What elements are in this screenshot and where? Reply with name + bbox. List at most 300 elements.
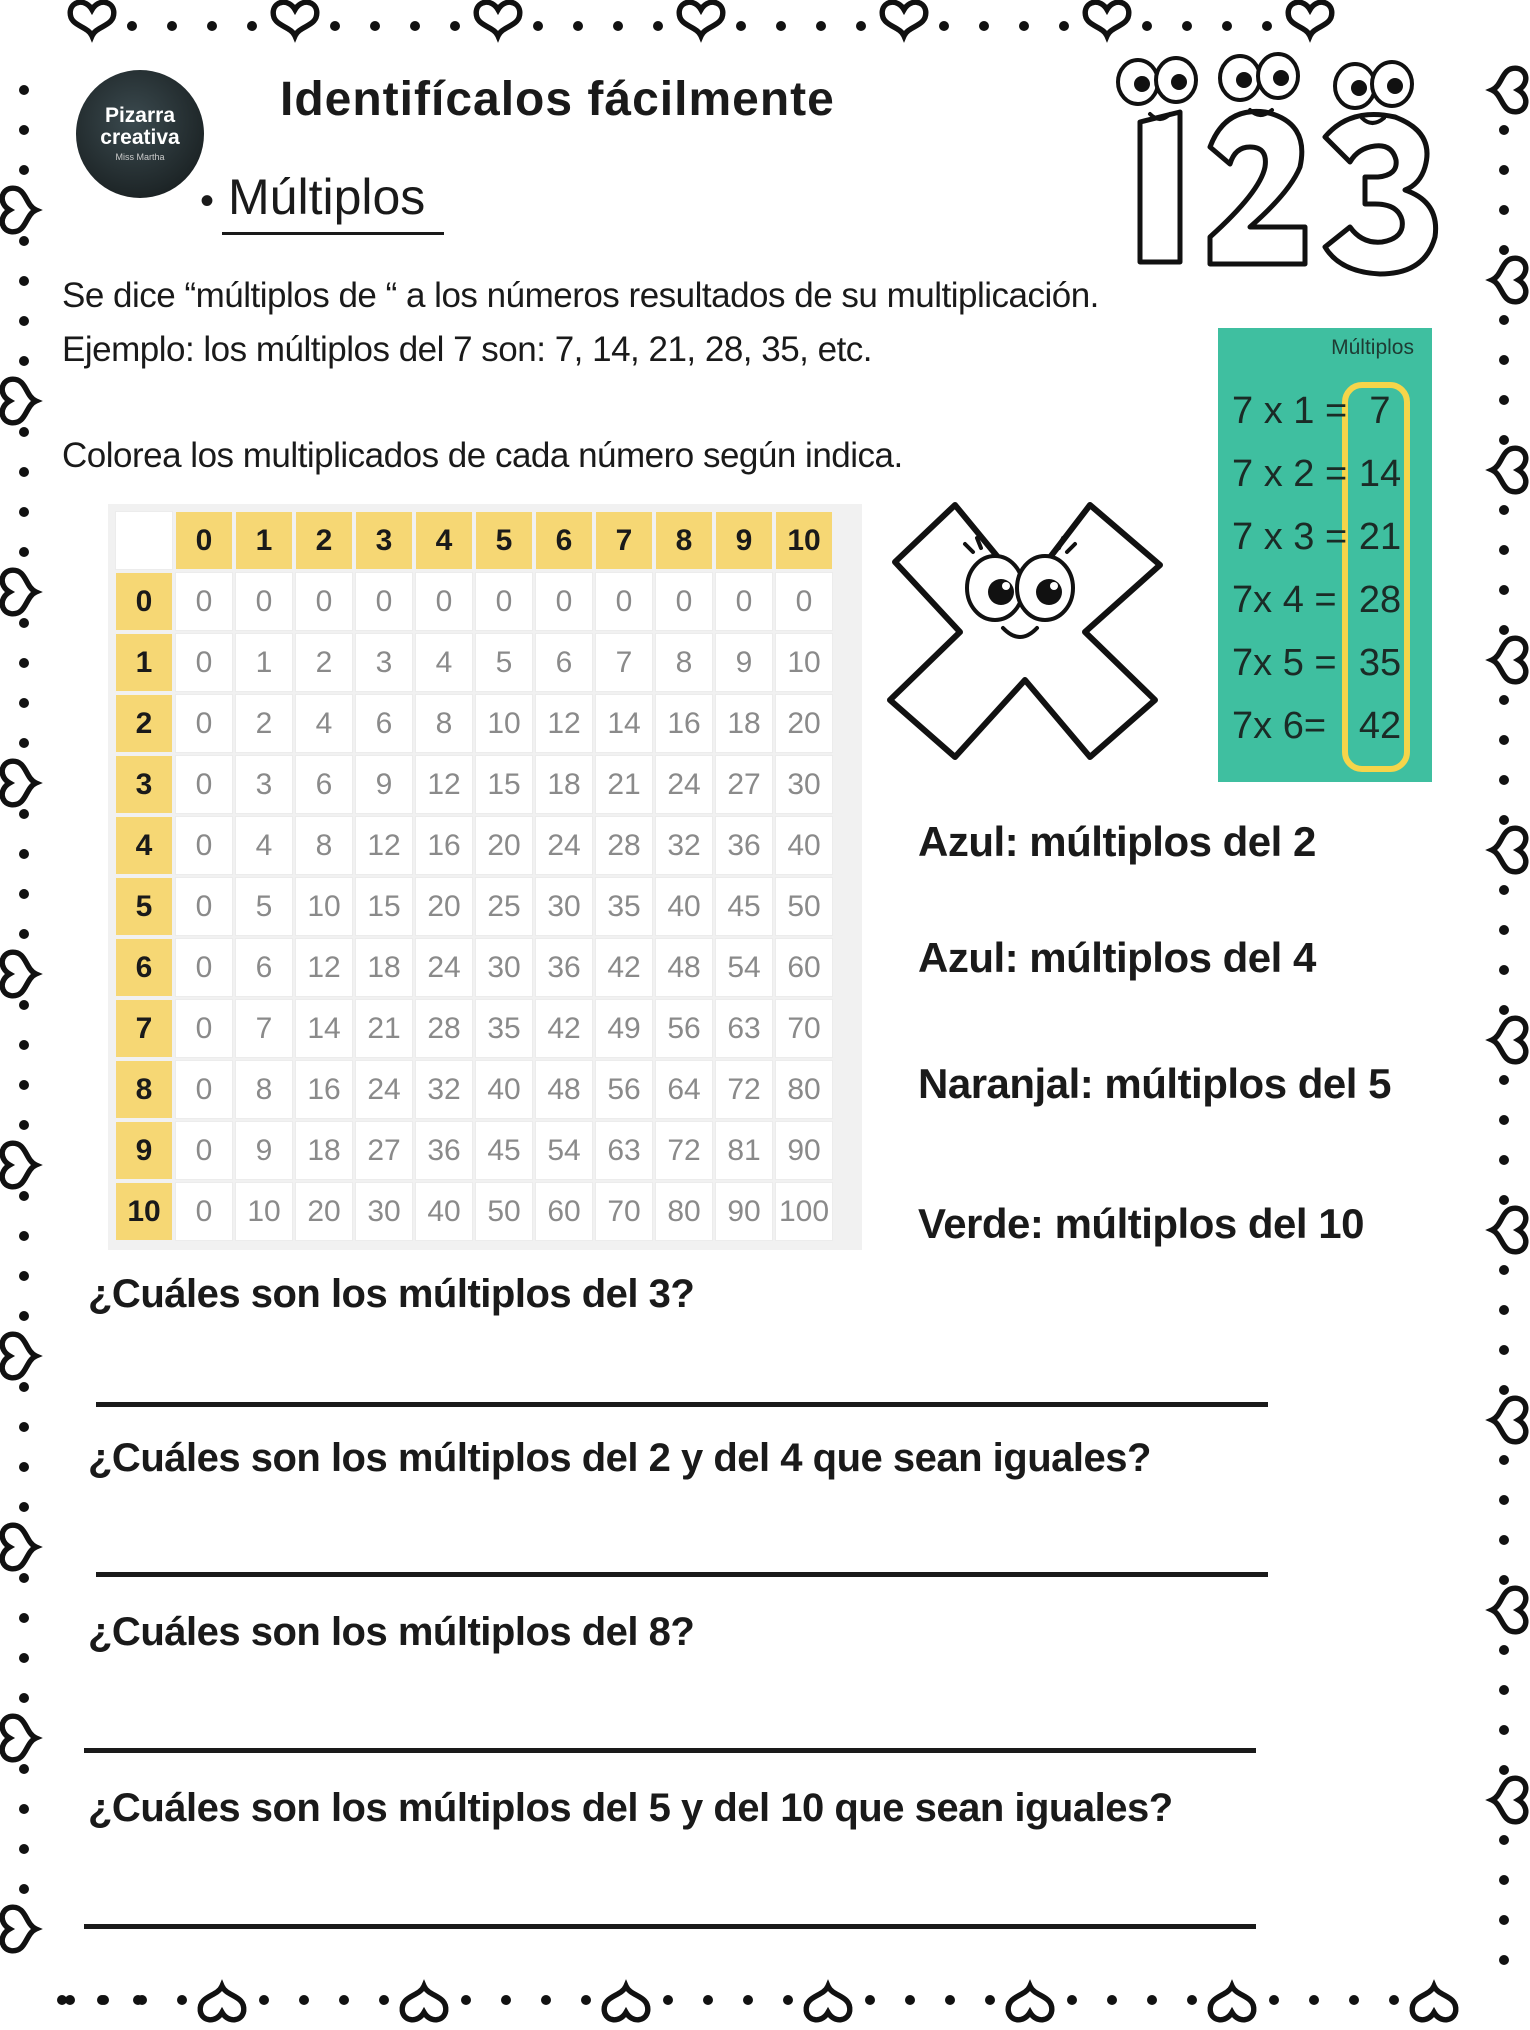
border-dot <box>19 1613 29 1623</box>
border-dot <box>99 1995 109 2005</box>
table-cell[interactable]: 10 <box>296 878 352 935</box>
table-cell[interactable]: 40 <box>776 817 832 874</box>
table-cell[interactable]: 0 <box>776 573 832 630</box>
table-cell[interactable]: 4 <box>416 634 472 691</box>
heart-icon <box>1492 68 1526 112</box>
border-dot <box>177 1995 187 2005</box>
border-dot <box>1499 505 1509 515</box>
table-row <box>116 1000 832 1057</box>
border-dot <box>1499 165 1509 175</box>
example-expression: 7 x 1 = <box>1232 390 1348 432</box>
heart-icon <box>2 188 36 232</box>
table-cell[interactable]: 90 <box>716 1183 772 1240</box>
border-dot <box>1499 585 1509 595</box>
border-dot <box>1262 21 1272 31</box>
table-cell[interactable]: 2 <box>236 695 292 752</box>
border-dot <box>816 21 826 31</box>
table-cell[interactable]: 24 <box>356 1061 412 1118</box>
border-dot <box>19 1653 29 1663</box>
table-cell[interactable]: 0 <box>476 573 532 630</box>
multiplication-table <box>112 508 836 1244</box>
column-header: 10 <box>776 512 832 569</box>
table-cell[interactable]: 18 <box>356 939 412 996</box>
table-cell[interactable]: 6 <box>296 756 352 813</box>
legend-blue-2: Azul: múltiplos del 2 <box>918 818 1316 865</box>
heart-icon <box>1492 258 1526 302</box>
table-row <box>116 939 832 996</box>
row-header: 2 <box>116 695 172 752</box>
column-header: 7 <box>596 512 652 569</box>
table-cell[interactable]: 0 <box>176 817 232 874</box>
border-dot <box>19 1422 29 1432</box>
table-cell[interactable]: 16 <box>296 1061 352 1118</box>
question-1: ¿Cuáles son los múltiplos del 3? <box>88 1272 695 1316</box>
table-cell[interactable]: 35 <box>476 1000 532 1057</box>
example-heading: Múltiplos <box>1331 336 1414 359</box>
border-dot <box>1499 1345 1509 1355</box>
table-cell[interactable]: 35 <box>596 878 652 935</box>
border-dot <box>1182 21 1192 31</box>
example-result: 42 <box>1358 705 1402 747</box>
table-cell[interactable]: 40 <box>476 1061 532 1118</box>
legend-orange-5: Naranjal: múltiplos del 5 <box>918 1060 1391 1107</box>
border-dot <box>573 21 583 31</box>
table-cell[interactable]: 50 <box>776 878 832 935</box>
heart-icon <box>1492 1018 1526 1062</box>
border-dot <box>299 1995 309 2005</box>
table-cell[interactable]: 81 <box>716 1122 772 1179</box>
table-cell[interactable]: 0 <box>176 878 232 935</box>
border-dot <box>1499 1495 1509 1505</box>
table-cell[interactable]: 32 <box>416 1061 472 1118</box>
table-row <box>116 634 832 691</box>
border-dot <box>19 427 29 437</box>
table-cell[interactable]: 100 <box>776 1183 832 1240</box>
heart-icon <box>882 2 926 36</box>
table-cell[interactable]: 0 <box>176 634 232 691</box>
table-cell[interactable]: 20 <box>476 817 532 874</box>
row-header: 6 <box>116 939 172 996</box>
example-result: 14 <box>1358 453 1402 495</box>
table-cell[interactable]: 48 <box>656 939 712 996</box>
border-dot <box>533 21 543 31</box>
border-dot <box>19 929 29 939</box>
table-cell[interactable]: 20 <box>776 695 832 752</box>
row-header: 7 <box>116 1000 172 1057</box>
table-cell[interactable]: 18 <box>716 695 772 752</box>
table-cell[interactable]: 16 <box>416 817 472 874</box>
heart-icon <box>70 2 114 36</box>
heart-icon <box>1412 1986 1456 2020</box>
border-dot <box>19 507 29 517</box>
legend-blue-4: Azul: múltiplos del 4 <box>918 934 1316 981</box>
border-dot <box>1499 315 1509 325</box>
border-dot <box>1147 1995 1157 2005</box>
table-cell[interactable]: 72 <box>716 1061 772 1118</box>
border-dot <box>19 1804 29 1814</box>
column-header: 5 <box>476 512 532 569</box>
border-dot <box>19 1231 29 1241</box>
border-dot <box>856 21 866 31</box>
heart-icon <box>604 1986 648 2020</box>
heart-icon <box>1492 1208 1526 1252</box>
border-dot <box>1499 735 1509 745</box>
border-dot <box>1499 1875 1509 1885</box>
table-cell[interactable]: 0 <box>596 573 652 630</box>
table-row <box>116 1183 832 1240</box>
table-cell[interactable]: 20 <box>296 1183 352 1240</box>
border-dot <box>1499 1765 1509 1775</box>
table-cell[interactable]: 90 <box>776 1122 832 1179</box>
table-cell[interactable]: 4 <box>236 817 292 874</box>
border-dot <box>19 1462 29 1472</box>
border-dot <box>1499 245 1509 255</box>
table-cell[interactable]: 54 <box>716 939 772 996</box>
table-cell[interactable]: 32 <box>656 817 712 874</box>
row-header: 9 <box>116 1122 172 1179</box>
table-cell[interactable]: 40 <box>656 878 712 935</box>
table-cell[interactable]: 5 <box>236 878 292 935</box>
border-dot <box>1499 205 1509 215</box>
instruction-text: Colorea los multiplicados de cada número según indica. <box>62 436 903 475</box>
border-dot <box>1499 1005 1509 1015</box>
example-expression: 7x 4 = <box>1232 579 1337 621</box>
table-cell[interactable]: 15 <box>356 878 412 935</box>
table-cell[interactable]: 5 <box>476 634 532 691</box>
table-cell[interactable]: 12 <box>536 695 592 752</box>
table-cell[interactable]: 8 <box>416 695 472 752</box>
border-dot <box>541 1995 551 2005</box>
border-dot <box>1499 1535 1509 1545</box>
table-cell[interactable]: 72 <box>656 1122 712 1179</box>
table-cell[interactable]: 0 <box>176 756 232 813</box>
border-dot <box>653 21 663 31</box>
table-cell[interactable]: 0 <box>356 573 412 630</box>
border-dot <box>19 1271 29 1281</box>
table-cell[interactable]: 63 <box>716 1000 772 1057</box>
table-cell[interactable]: 24 <box>416 939 472 996</box>
subtitle-underline <box>222 232 444 235</box>
border-dot <box>1019 21 1029 31</box>
table-cell[interactable]: 16 <box>656 695 712 752</box>
table-cell[interactable]: 7 <box>236 1000 292 1057</box>
table-cell[interactable]: 21 <box>356 1000 412 1057</box>
border-dot <box>736 21 746 31</box>
border-dot <box>19 618 29 628</box>
border-dot <box>167 21 177 31</box>
table-header-row <box>116 512 832 569</box>
table-cell[interactable]: 15 <box>476 756 532 813</box>
border-dot <box>1499 435 1509 445</box>
table-cell[interactable]: 7 <box>596 634 652 691</box>
table-cell[interactable]: 42 <box>596 939 652 996</box>
border-dot <box>1499 1955 1509 1965</box>
table-cell[interactable]: 49 <box>596 1000 652 1057</box>
border-dot <box>1499 885 1509 895</box>
definition-text: Se dice “múltiplos de “ a los números resultados de su multiplicación. <box>62 276 1099 315</box>
answer-line-4[interactable] <box>84 1924 1256 1929</box>
table-cell[interactable]: 4 <box>296 695 352 752</box>
border-dot <box>19 1080 29 1090</box>
border-dot <box>613 21 623 31</box>
column-header: 2 <box>296 512 352 569</box>
table-cell[interactable]: 0 <box>656 573 712 630</box>
answer-line-1[interactable] <box>96 1402 1268 1407</box>
table-cell[interactable]: 0 <box>176 1061 232 1118</box>
border-dot <box>1499 1575 1509 1585</box>
border-dot <box>1499 1455 1509 1465</box>
answer-line-3[interactable] <box>84 1748 1256 1753</box>
table-cell[interactable]: 20 <box>416 878 472 935</box>
border-dot <box>127 21 137 31</box>
border-dot <box>979 21 989 31</box>
table-cell[interactable]: 36 <box>716 817 772 874</box>
border-dot <box>207 21 217 31</box>
table-cell[interactable]: 0 <box>416 573 472 630</box>
border-dot <box>19 1120 29 1130</box>
border-dot <box>1499 1155 1509 1165</box>
column-header: 4 <box>416 512 472 569</box>
table-cell[interactable]: 63 <box>596 1122 652 1179</box>
table-cell[interactable]: 0 <box>176 695 232 752</box>
table-cell[interactable]: 9 <box>716 634 772 691</box>
border-dot <box>19 1191 29 1201</box>
subtitle-bullet: • <box>200 179 215 223</box>
table-cell[interactable]: 0 <box>536 573 592 630</box>
table-cell[interactable]: 80 <box>656 1183 712 1240</box>
border-dot <box>1499 695 1509 705</box>
table-cell[interactable]: 14 <box>596 695 652 752</box>
table-cell[interactable]: 25 <box>476 878 532 935</box>
table-cell[interactable]: 8 <box>296 817 352 874</box>
table-cell[interactable]: 3 <box>356 634 412 691</box>
border-dot <box>19 889 29 899</box>
heart-icon <box>2 379 36 423</box>
border-dot <box>1142 21 1152 31</box>
example-result: 28 <box>1358 579 1402 621</box>
heart-icon <box>1492 638 1526 682</box>
table-cell[interactable]: 28 <box>596 817 652 874</box>
table-cell[interactable]: 9 <box>356 756 412 813</box>
heart-icon <box>1288 2 1332 36</box>
border-dot <box>19 1884 29 1894</box>
border-dot <box>19 1382 29 1392</box>
example-result: 35 <box>1358 642 1402 684</box>
border-dot <box>1309 1995 1319 2005</box>
table-cell[interactable]: 60 <box>776 939 832 996</box>
table-cell[interactable]: 14 <box>296 1000 352 1057</box>
heart-icon <box>1085 2 1129 36</box>
table-cell[interactable]: 6 <box>536 634 592 691</box>
table-cell[interactable]: 64 <box>656 1061 712 1118</box>
heart-icon <box>1492 1778 1526 1822</box>
border-dot <box>19 276 29 286</box>
border-dot <box>19 1502 29 1512</box>
table-cell[interactable]: 80 <box>776 1061 832 1118</box>
table-cell[interactable]: 42 <box>536 1000 592 1057</box>
border-dot <box>461 1995 471 2005</box>
example-expression: 7 x 3 = <box>1232 516 1348 558</box>
border-dot <box>1499 1645 1509 1655</box>
table-cell[interactable]: 54 <box>536 1122 592 1179</box>
example-expression: 7x 6= <box>1232 705 1327 747</box>
heart-icon <box>806 1986 850 2020</box>
row-header: 8 <box>116 1061 172 1118</box>
border-dot <box>663 1995 673 2005</box>
table-cell[interactable]: 10 <box>236 1183 292 1240</box>
table-cell[interactable]: 24 <box>536 817 592 874</box>
border-dot <box>1499 1115 1509 1125</box>
heart-icon <box>679 2 723 36</box>
table-cell[interactable]: 40 <box>416 1183 472 1240</box>
border-dot <box>1499 1915 1509 1925</box>
question-4: ¿Cuáles son los múltiplos del 5 y del 10 que sean iguales? <box>88 1786 1173 1830</box>
table-cell[interactable]: 24 <box>656 756 712 813</box>
heart-icon <box>2 1334 36 1378</box>
example-text: Ejemplo: los múltiplos del 7 son: 7, 14, 21, 28, 35, etc. <box>62 330 873 369</box>
row-header: 4 <box>116 817 172 874</box>
border-dot <box>19 809 29 819</box>
heart-icon <box>2 1907 36 1951</box>
border-dot <box>776 21 786 31</box>
table-cell[interactable]: 70 <box>776 1000 832 1057</box>
table-cell[interactable]: 70 <box>596 1183 652 1240</box>
multiples-example-box <box>1218 328 1432 782</box>
table-cell[interactable]: 9 <box>236 1122 292 1179</box>
column-header: 9 <box>716 512 772 569</box>
table-cell[interactable]: 12 <box>416 756 472 813</box>
border-dot <box>1222 21 1232 31</box>
table-cell[interactable]: 45 <box>716 878 772 935</box>
border-dot <box>19 1844 29 1854</box>
table-cell[interactable]: 12 <box>356 817 412 874</box>
table-cell[interactable]: 30 <box>356 1183 412 1240</box>
table-cell[interactable]: 30 <box>536 878 592 935</box>
table-cell[interactable]: 56 <box>596 1061 652 1118</box>
table-cell[interactable]: 18 <box>536 756 592 813</box>
table-cell[interactable]: 0 <box>176 1000 232 1057</box>
table-cell[interactable]: 21 <box>596 756 652 813</box>
example-expression: 7x 5 = <box>1232 642 1337 684</box>
border-dot <box>1499 125 1509 135</box>
table-cell[interactable]: 30 <box>476 939 532 996</box>
table-row <box>116 695 832 752</box>
border-dot <box>19 1764 29 1774</box>
border-dot <box>1499 965 1509 975</box>
table-cell[interactable]: 0 <box>176 1183 232 1240</box>
table-cell[interactable]: 48 <box>536 1061 592 1118</box>
row-header: 3 <box>116 756 172 813</box>
table-cell[interactable]: 30 <box>776 756 832 813</box>
table-cell[interactable]: 2 <box>296 634 352 691</box>
border-dot <box>19 1311 29 1321</box>
heart-icon <box>2 1143 36 1187</box>
border-dot <box>19 1000 29 1010</box>
table-row <box>116 1122 832 1179</box>
table-row <box>116 1061 832 1118</box>
row-header: 10 <box>116 1183 172 1240</box>
table-cell[interactable]: 45 <box>476 1122 532 1179</box>
answer-line-2[interactable] <box>96 1572 1268 1577</box>
border-dot <box>1187 1995 1197 2005</box>
table-cell[interactable]: 0 <box>176 939 232 996</box>
heart-icon <box>2 1716 36 1760</box>
table-cell[interactable]: 27 <box>356 1122 412 1179</box>
table-corner-cell <box>116 512 172 569</box>
table-cell[interactable]: 27 <box>716 756 772 813</box>
heart-icon <box>2 570 36 614</box>
subtitle-text: Múltiplos <box>228 169 426 225</box>
table-cell[interactable]: 0 <box>176 573 232 630</box>
table-cell[interactable]: 1 <box>236 634 292 691</box>
table-cell[interactable]: 3 <box>236 756 292 813</box>
heart-icon <box>1492 828 1526 872</box>
border-dot <box>19 165 29 175</box>
table-cell[interactable]: 0 <box>236 573 292 630</box>
table-cell[interactable]: 60 <box>536 1183 592 1240</box>
table-cell[interactable]: 18 <box>296 1122 352 1179</box>
border-dot <box>259 1995 269 2005</box>
heart-icon <box>1492 1588 1526 1632</box>
border-dot <box>1499 925 1509 935</box>
table-cell[interactable]: 0 <box>716 573 772 630</box>
table-cell[interactable]: 6 <box>236 939 292 996</box>
question-3: ¿Cuáles son los múltiplos del 8? <box>88 1610 695 1654</box>
table-cell[interactable]: 10 <box>476 695 532 752</box>
column-header: 1 <box>236 512 292 569</box>
table-cell[interactable]: 6 <box>356 695 412 752</box>
heart-icon <box>2 1525 36 1569</box>
table-cell[interactable]: 28 <box>416 1000 472 1057</box>
border-dot <box>743 1995 753 2005</box>
row-header: 0 <box>116 573 172 630</box>
table-cell[interactable]: 50 <box>476 1183 532 1240</box>
heart-icon <box>2 761 36 805</box>
border-dot <box>19 125 29 135</box>
table-cell[interactable]: 0 <box>296 573 352 630</box>
example-expression: 7 x 2 = <box>1232 453 1348 495</box>
heart-icon <box>1210 1986 1254 2020</box>
border-dot <box>1499 815 1509 825</box>
border-dot <box>1067 1995 1077 2005</box>
table-cell[interactable]: 56 <box>656 1000 712 1057</box>
border-dot <box>19 236 29 246</box>
border-dot <box>133 1995 143 2005</box>
border-dot <box>379 1995 389 2005</box>
column-header: 3 <box>356 512 412 569</box>
table-cell[interactable]: 8 <box>656 634 712 691</box>
section-subtitle <box>200 168 425 226</box>
table-cell[interactable]: 12 <box>296 939 352 996</box>
border-dot <box>19 849 29 859</box>
table-cell[interactable]: 10 <box>776 634 832 691</box>
heart-icon <box>1492 448 1526 492</box>
example-result: 7 <box>1369 390 1391 432</box>
table-cell[interactable]: 36 <box>536 939 592 996</box>
numbers-123-illustration <box>1100 52 1460 282</box>
table-cell[interactable]: 0 <box>176 1122 232 1179</box>
question-2: ¿Cuáles son los múltiplos del 2 y del 4 que sean iguales? <box>88 1436 1151 1480</box>
border-dot <box>905 1995 915 2005</box>
heart-icon <box>2 952 36 996</box>
table-row <box>116 573 832 630</box>
table-cell[interactable]: 8 <box>236 1061 292 1118</box>
column-header: 8 <box>656 512 712 569</box>
border-dot <box>1059 21 1069 31</box>
border-dot <box>939 21 949 31</box>
border-dot <box>1499 1835 1509 1845</box>
table-cell[interactable]: 36 <box>416 1122 472 1179</box>
